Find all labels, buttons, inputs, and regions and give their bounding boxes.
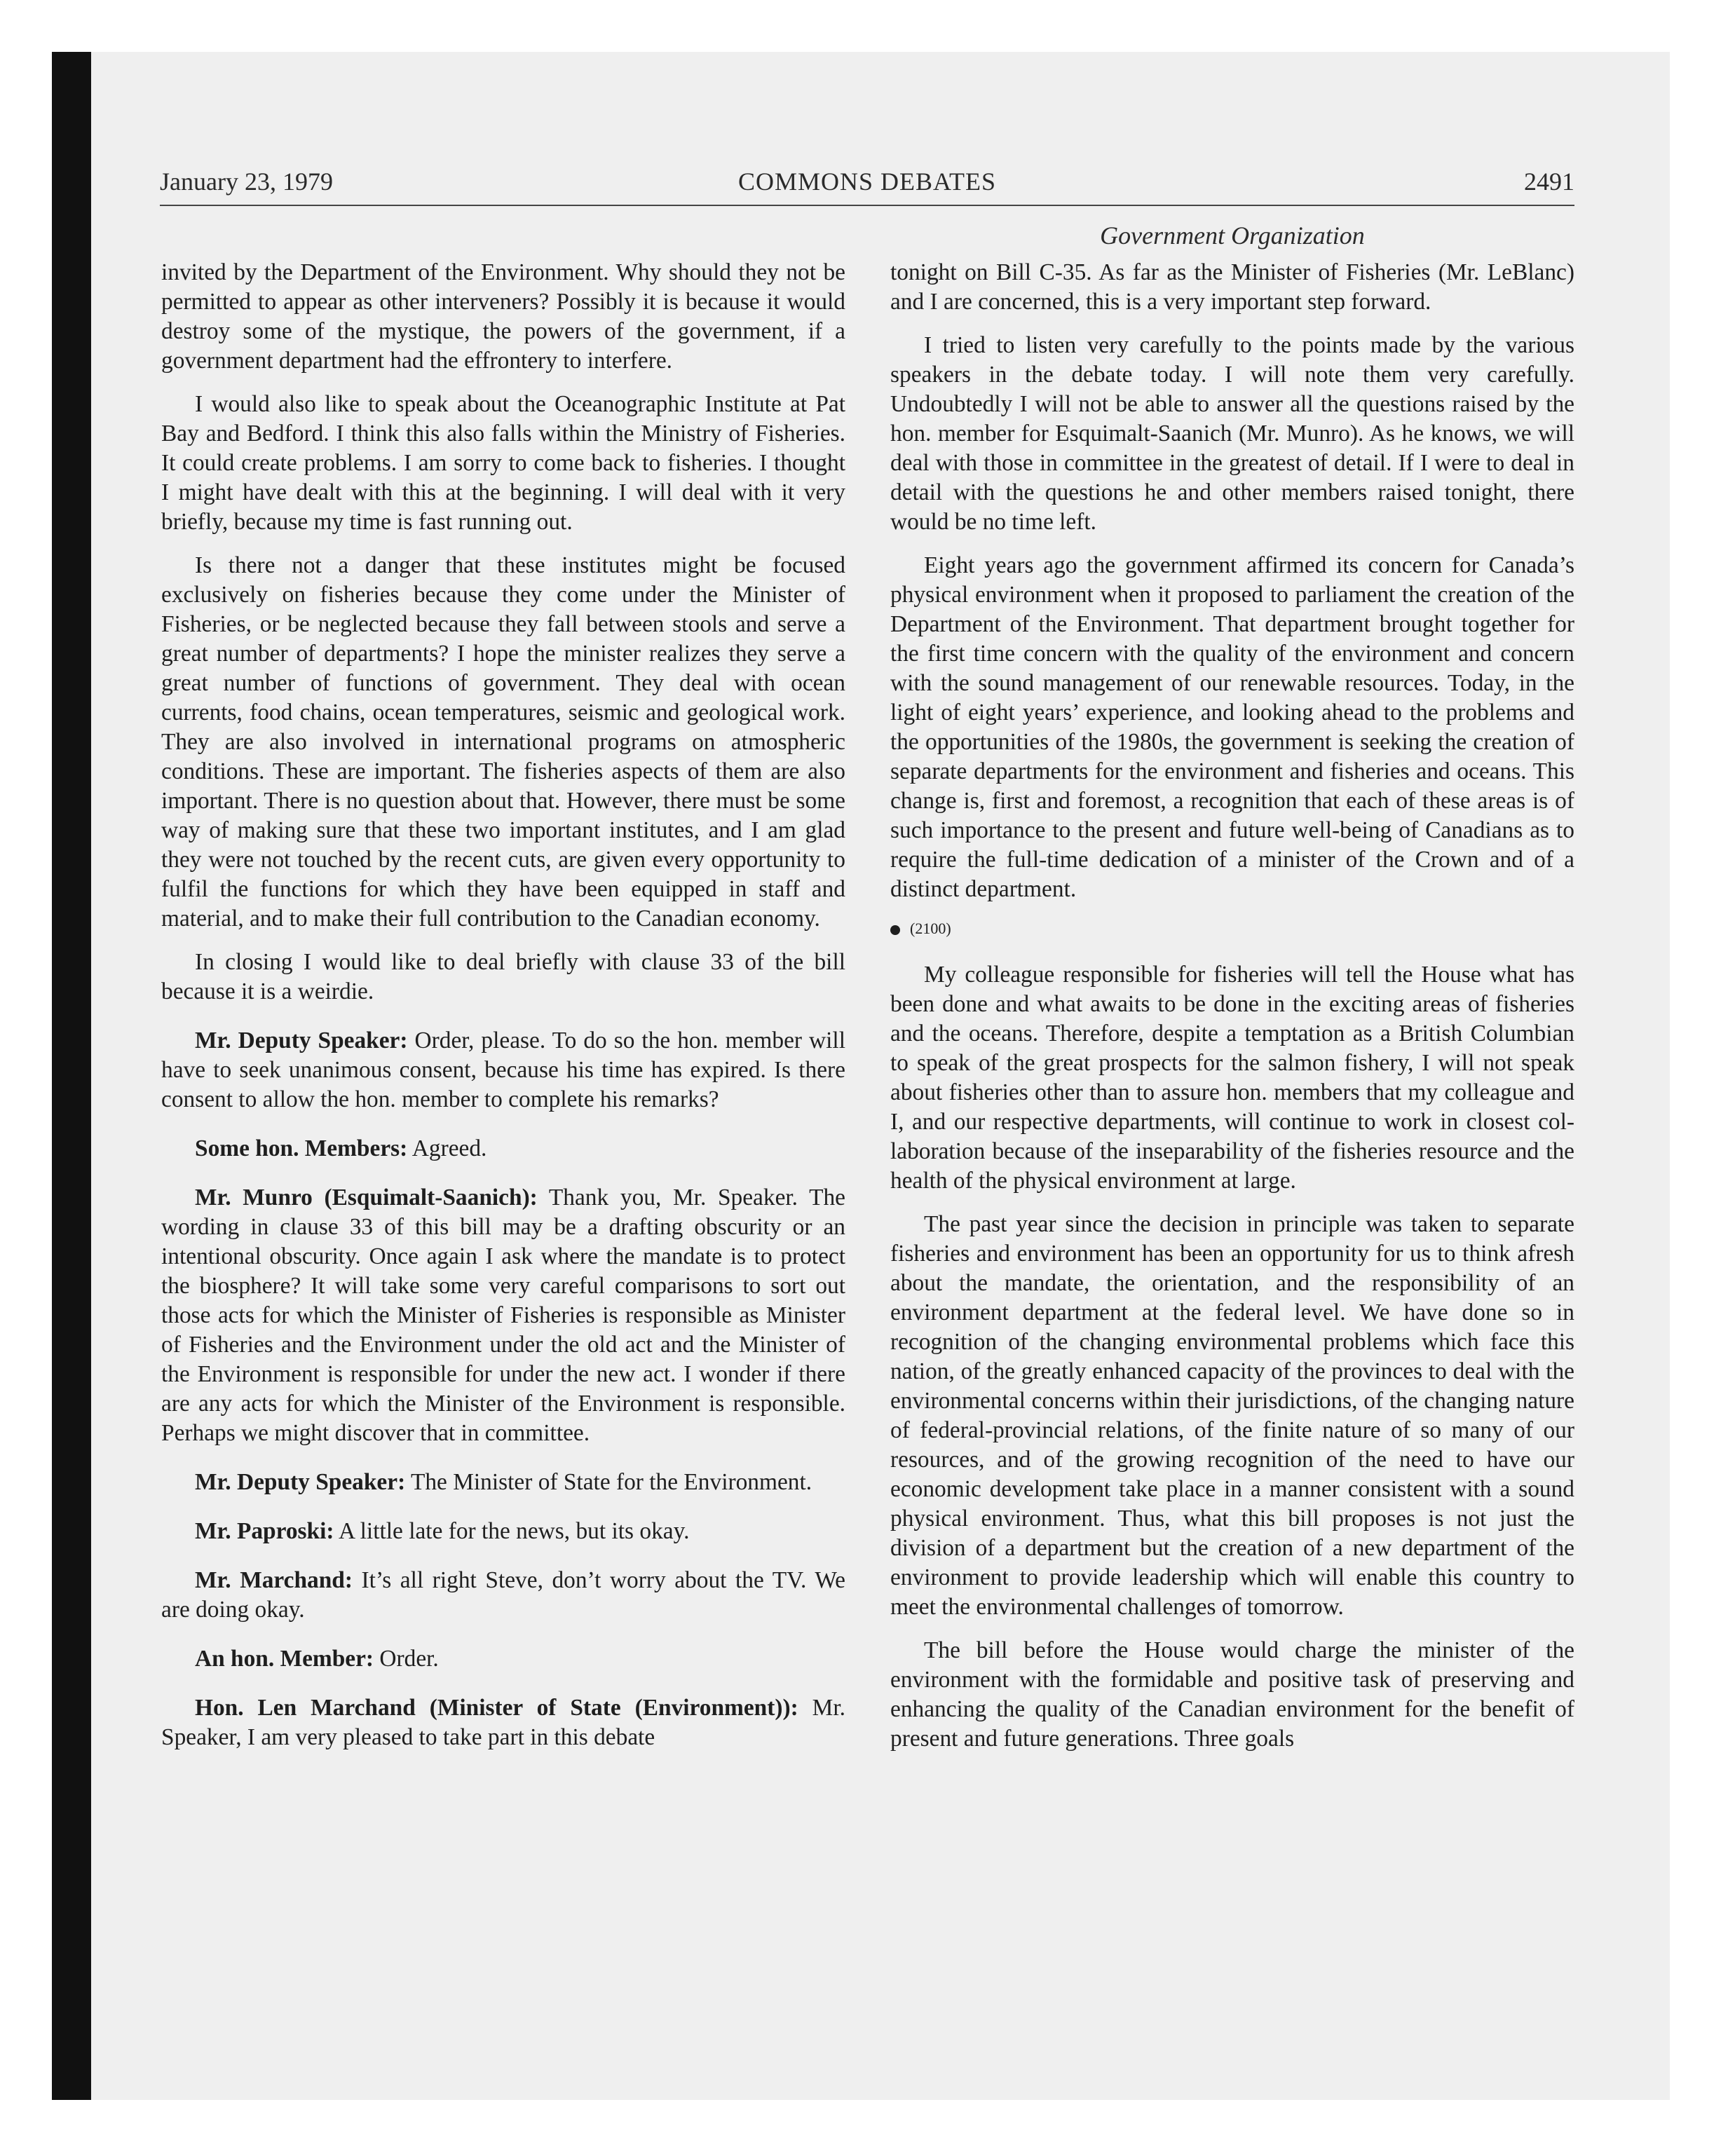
speech-text: Order. [379,1646,439,1672]
speech-paragraph [161,1517,845,1546]
speaker-name: Hon. Len Marchand (Minister of State (Environment)): [195,1695,798,1721]
paragraph: In closing I would like to deal briefly with clause 33 of the bill because it is a weirdie. [161,949,845,1004]
speech-paragraph [161,1566,845,1625]
scan-edge-bar [52,52,91,2100]
speaker-name: Mr. Marchand: [195,1567,353,1593]
paragraph: The bill before the House would charge the minister of the environment with the formidable and positive task of preserving and enhancing the quality of the Canadian environment for the benefit of present and future generations. Three goals [890,1637,1574,1752]
speaker-name: An hon. Member: [195,1646,374,1672]
paragraph: Is there not a danger that these institutes might be focused exclusively on fisheries because they come under the Minister of Fisheries, or be neglected because they fall between stools and serve a great number of departments? I hope the minister realizes they serve a great number of functions of government. They deal with ocean currents, food chains, ocean temperatures, seismic and geological work. They are also involved in international programs on atmospheric conditions. These are important. The fisheries aspects of them are also important. There is no question about that. However, there must be some way of making sure that these two important institutes, and I am glad they were not touched by the recent cuts, are given every opportunity to fulfil the functions for which they have been equipped in staff and material, and to make their full contribution to the Canadian economy. [161,552,845,932]
header-page-number: 2491 [1524,168,1574,196]
speech-paragraph [161,1468,845,1497]
header-publication: COMMONS DEBATES [737,168,997,196]
paragraph: tonight on Bill C-35. As far as the Minister of Fisheries (Mr. LeBlanc) and I are concerned, this is a very important step forward. [890,259,1574,315]
speech-paragraph [161,1644,845,1674]
speech-text: The Minister of State for the Environment. [410,1469,812,1495]
speech-text: A little late for the news, but its okay. [339,1518,690,1544]
time-marker-text: (2100) [910,920,951,937]
bullet-icon [890,925,900,935]
paragraph: I tried to listen very carefully to the points made by the various speakers in the debate today. I will note them very carefully. Undoubtedly I will not be able to answer all the questions raised by the hon. member for Esquimalt-Saanich (Mr. Munro). As he knows, we will deal with those in committee in the greatest of detail. If I were to deal in detail with the questions he and other members raised tonight, there would be no time left. [890,332,1574,535]
speech-paragraph [161,1183,845,1448]
section-subheading: Government Organization [1100,221,1365,250]
left-column [161,258,845,1766]
speaker-name: Mr. Deputy Speaker: [195,1028,408,1053]
paragraph: The past year since the decision in principle was taken to separate fisheries and environment has been an opportunity for us to think afresh about the mandate, the orientation, and the responsibility of an environment department at the federal level. We have done so in recognition of the changing environmental problems which face this nation, of the greatly enhanced capacity of the provinces to deal with the environmental concerns within their jurisdictions, of the changing nature of federal-provincial relations, of the finite nature of so many of our resources, and of the growing recognition of the need to have our economic development take place in a manner consistent with a sound physical environment. Thus, what this bill proposes is not just the division of a department but the creation of a new department of the environment to provide leadership which will enable this country to meet the environmental challenges of tomorrow. [890,1211,1574,1620]
speaker-name: Mr. Deputy Speaker: [195,1469,406,1495]
time-marker [890,918,1574,939]
header-date: January 23, 1979 [160,168,333,196]
speech-paragraph [161,1134,845,1164]
speech-paragraph [161,1026,845,1114]
paragraph: My colleague responsible for fisheries will tell the House what has been done and what awaits to be done in the exciting areas of fisheries and the oceans. Therefore, despite a temptation as a British Columbian to speak of the great prospects for the salmon fishery, I will not speak about fisheries other than to assure hon. members that my colleague and I, and our respective departments, will continue to work in closest collaboration because of the inseparability of the fisheries resource and the health of the physical environment at large. [890,962,1574,1194]
paragraph: I would also like to speak about the Oceanographic Institute at Pat Bay and Bedford. I think this also falls within the Ministry of Fisheries. It could create problems. I am sorry to come back to fisheries. I thought I might have dealt with this at the beginning. I will deal with it very briefly, because my time is fast running out. [161,391,845,535]
speech-text: Agreed. [411,1135,487,1161]
paragraph: invited by the Department of the Environment. Why should they not be permitted to appear as other interveners? Possibly it is because it would destroy some of the mystique, the powers of the government, if a government department had the effrontery to interfere. [161,259,845,374]
speech-text: Mr. Speaker, I am very pleased to take part in this debate [161,1695,845,1750]
paragraph: Eight years ago the government affirmed its concern for Canada’s physical environment when it proposed to parliament the creation of the Department of the Environment. That department brought together for the first time concern with the quality of the environment and concern with the sound management of our renewable resources. Today, in the light of eight years’ experience, and looking ahead to the problems and the opportunities of the 1980s, the government is seeking the creation of separate departments for the environment and fisheries and oceans. This change is, first and foremost, a recognition that each of these areas is of such importance to the present and future well-being of Canadians as to require the full-time dedication of a minister of the Crown and of a distinct department. [890,552,1574,902]
speech-paragraph [161,1693,845,1752]
right-column [890,258,1574,1768]
page-header [160,167,1574,206]
speech-text: It’s all right Steve, don’t worry about the TV. We are doing okay. [161,1567,845,1623]
speech-text: Thank you, Mr. Speaker. The wording in clause 33 of this bill may be a drafting obscurity or an intentional obscurity. Once again I ask where the mandate is to protect the biosphere? It will take some very careful comparisons to sort out those acts for which the Minister of Fisheries is responsible as Minister of Fisheries and the Environment under the old act and the Minister of the Environment is responsible for under the new act. I wonder if there are any acts for which the Minister of the Environment is responsible. Perhaps we might discover that in committee. [161,1185,845,1446]
speaker-name: Mr. Munro (Esquimalt-Saanich): [195,1185,538,1210]
speaker-name: Mr. Paproski: [195,1518,334,1544]
speech-text: Order, please. To do so the hon. member will have to seek unanimous consent, because his time has expired. Is there consent to allow the hon. member to complete his remarks? [161,1028,845,1112]
speaker-name: Some hon. Members: [195,1135,408,1161]
